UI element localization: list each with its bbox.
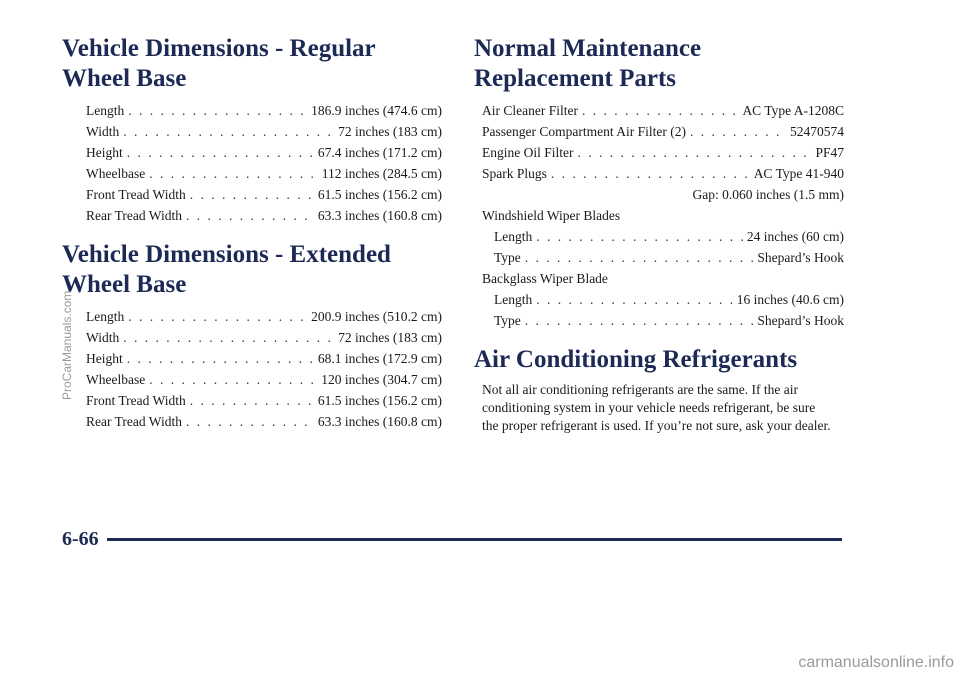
part-label: Type [494, 313, 521, 328]
dimension-row-width [86, 327, 442, 348]
leader-dots [582, 100, 738, 121]
dimension-row-front-tread [86, 184, 442, 205]
leader-dots [190, 184, 314, 205]
leader-dots [578, 142, 812, 163]
leader-dots [186, 411, 314, 432]
dimension-value: 61.5 inches (156.2 cm) [317, 393, 442, 408]
dimension-label: Front Tread Width [86, 187, 186, 202]
leader-dots [149, 369, 317, 390]
dimension-label: Height [86, 351, 123, 366]
leader-dots [190, 390, 314, 411]
bottom-watermark: carmanualsonline.info [798, 654, 954, 671]
dimension-value: 72 inches (183 cm) [338, 330, 442, 345]
maintenance-parts-heading [474, 34, 844, 94]
part-label: Spark Plugs [482, 166, 547, 181]
leader-dots [536, 289, 733, 310]
dimension-value: 112 inches (284.5 cm) [321, 166, 442, 181]
ac-refrigerants-text: Not all air conditioning refrigerants are the same. If the air conditioning system in your vehicle needs refrigerant, be sure the proper refrigerant is used. If you’re not sure, ask your dealer. [482, 382, 831, 433]
leader-dots [551, 163, 750, 184]
windshield-wiper-heading [482, 205, 844, 226]
extended-wheelbase-heading [62, 240, 442, 300]
part-value: AC Type A-1208C [742, 103, 844, 118]
part-row-backglass-length [482, 289, 844, 310]
maintenance-parts-list [482, 100, 844, 331]
dimension-label: Width [86, 124, 120, 139]
dimension-row-height [86, 348, 442, 369]
leader-dots [525, 310, 754, 331]
dimension-row-rear-tread [86, 205, 442, 226]
page-number: 6-66 [62, 527, 99, 550]
dimension-value: 63.3 inches (160.8 cm) [317, 208, 442, 223]
dimension-value: 186.9 inches (474.6 cm) [311, 103, 442, 118]
leader-dots [128, 306, 307, 327]
spark-gap-value: Gap: 0.060 inches (1.5 mm) [692, 187, 844, 202]
dimension-value: 72 inches (183 cm) [338, 124, 442, 139]
dimension-label: Wheelbase [86, 372, 146, 387]
dimension-label: Length [86, 103, 125, 118]
heading-line: Replacement Parts [474, 65, 677, 92]
part-value: 24 inches (60 cm) [746, 229, 844, 244]
dimension-label: Rear Tread Width [86, 414, 182, 429]
part-value: Shepard’s Hook [757, 313, 844, 328]
left-column [62, 34, 442, 432]
heading-line: Vehicle Dimensions - Regular [62, 35, 376, 62]
part-row-backglass-type [482, 310, 844, 331]
part-value: PF47 [815, 145, 844, 160]
extended-dimensions-list [86, 306, 442, 432]
dimension-value: 61.5 inches (156.2 cm) [317, 187, 442, 202]
dimension-row-front-tread [86, 390, 442, 411]
part-label: Engine Oil Filter [482, 145, 574, 160]
regular-dimensions-list [86, 100, 442, 226]
dimension-row-rear-tread [86, 411, 442, 432]
backglass-wiper-heading [482, 268, 844, 289]
part-value: Shepard’s Hook [757, 250, 844, 265]
part-label: Air Cleaner Filter [482, 103, 578, 118]
part-label: Passenger Compartment Air Filter (2) [482, 124, 686, 139]
part-row-windshield-length [482, 226, 844, 247]
dimension-label: Length [86, 309, 125, 324]
ac-refrigerants-heading: Air Conditioning Refrigerants [474, 346, 798, 373]
dimension-row-wheelbase [86, 163, 442, 184]
part-value: 16 inches (40.6 cm) [736, 292, 844, 307]
dimension-value: 120 inches (304.7 cm) [321, 372, 442, 387]
section-gap [62, 226, 442, 240]
part-row-spark-plugs [482, 163, 844, 184]
leader-dots [690, 121, 786, 142]
subheading-label: Backglass Wiper Blade [482, 271, 608, 286]
heading-line: Wheel Base [62, 65, 187, 92]
leader-dots [536, 226, 743, 247]
leader-dots [127, 142, 314, 163]
leader-dots [525, 247, 754, 268]
dimension-row-wheelbase [86, 369, 442, 390]
part-row-air-cleaner [482, 100, 844, 121]
dimension-value: 200.9 inches (510.2 cm) [311, 309, 442, 324]
dimension-label: Front Tread Width [86, 393, 186, 408]
side-watermark: ProCarManuals.com [60, 290, 74, 400]
dimension-label: Wheelbase [86, 166, 146, 181]
leader-dots [123, 121, 334, 142]
dimension-row-width [86, 121, 442, 142]
part-row-windshield-type [482, 247, 844, 268]
dimension-row-length [86, 306, 442, 327]
part-label: Length [494, 229, 533, 244]
spark-gap-row [482, 184, 844, 205]
heading-line: Wheel Base [62, 271, 187, 298]
part-row-oil-filter [482, 142, 844, 163]
dimension-row-height [86, 142, 442, 163]
dimension-label: Height [86, 145, 123, 160]
footer-rule [107, 538, 842, 541]
dimension-row-length [86, 100, 442, 121]
page-footer [62, 525, 842, 553]
dimension-value: 68.1 inches (172.9 cm) [317, 351, 442, 366]
dimension-value: 67.4 inches (171.2 cm) [317, 145, 442, 160]
part-label: Length [494, 292, 533, 307]
regular-wheelbase-heading [62, 34, 442, 94]
leader-dots [186, 205, 314, 226]
right-column [474, 34, 844, 435]
part-row-passenger-filter [482, 121, 844, 142]
dimension-label: Width [86, 330, 120, 345]
heading-line: Normal Maintenance [474, 35, 702, 62]
part-label: Type [494, 250, 521, 265]
dimension-value: 63.3 inches (160.8 cm) [317, 414, 442, 429]
leader-dots [123, 327, 334, 348]
subheading-label: Windshield Wiper Blades [482, 208, 621, 223]
leader-dots [128, 100, 307, 121]
leader-dots [149, 163, 318, 184]
dimension-label: Rear Tread Width [86, 208, 182, 223]
part-value: 52470574 [790, 124, 844, 139]
leader-dots [127, 348, 314, 369]
heading-line: Vehicle Dimensions - Extended [62, 241, 391, 268]
part-value: AC Type 41-940 [753, 166, 844, 181]
